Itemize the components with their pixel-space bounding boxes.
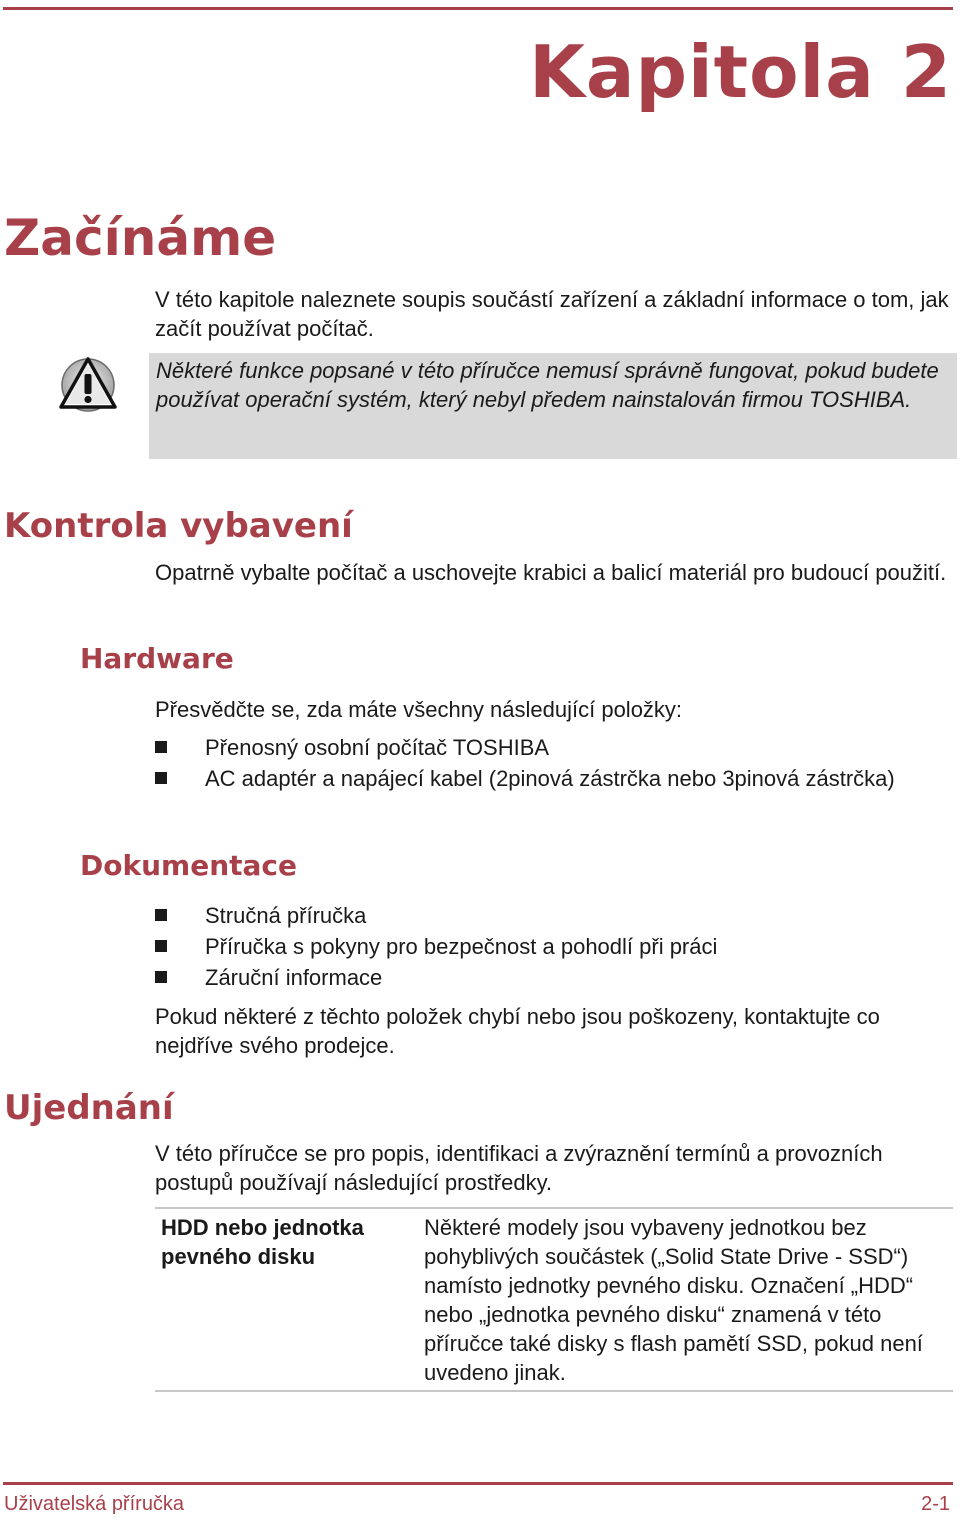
dokumentace-list: [155, 901, 950, 994]
subheading-hardware: Hardware: [80, 642, 234, 675]
chapter-label: Kapitola 2: [529, 30, 952, 114]
list-item: Záruční informace: [155, 963, 950, 992]
list-item: Příručka s pokyny pro bezpečnost a pohodlí při práci: [155, 932, 950, 961]
subheading-dokumentace: Dokumentace: [80, 849, 297, 882]
warning-triangle-icon: [58, 355, 118, 413]
table-top-rule: [155, 1207, 953, 1209]
page-number: 2-1: [921, 1493, 950, 1515]
list-item: Stručná příručka: [155, 901, 950, 930]
table-definition: Některé modely jsou vybaveny jednotkou bez pohyblivých součástek („Solid State Drive - SSD“) namísto jednotky pevného disku. Označení „HDD“ nebo „jednotka pevného disku“ znamená v této příručce také disky s flash pamětí SSD, pokud není uvedeno jinak.: [424, 1215, 923, 1385]
list-item: AC adaptér a napájecí kabel (2pinová zástrčka nebo 3pinová zástrčka): [155, 764, 950, 793]
bullet-square-icon: [155, 940, 167, 952]
bullet-square-icon: [155, 971, 167, 983]
warning-text: Některé funkce popsané v této příručce nemusí správně fungovat, pokud budete používat operační systém, který nebyl předem nainstalován firmou TOSHIBA.: [156, 358, 939, 412]
table-bottom-rule: [155, 1390, 953, 1392]
top-rule: [3, 7, 953, 10]
table-term: HDD nebo jednotka pevného disku: [161, 1215, 364, 1269]
bullet-square-icon: [155, 909, 167, 921]
hardware-list: [155, 733, 950, 795]
intro-text: V této kapitole naleznete soupis součástí zařízení a základní informace o tom, jak začít používat počítač.: [155, 287, 949, 341]
dokumentace-note: Pokud některé z těchto položek chybí nebo jsou poškozeny, kontaktujte co nejdříve svého prodejce.: [155, 1004, 880, 1058]
bullet-square-icon: [155, 741, 167, 753]
page-title: Začínáme: [4, 209, 277, 267]
footer-rule: [3, 1482, 953, 1485]
hardware-intro: Přesvědčte se, zda máte všechny následující položky:: [155, 697, 683, 722]
warning-box: [149, 353, 957, 459]
section-heading-ujednani: Ujednání: [4, 1088, 174, 1128]
section-heading-kontrola: Kontrola vybavení: [4, 506, 353, 546]
footer-title: Uživatelská příručka: [4, 1493, 185, 1515]
bullet-square-icon: [155, 772, 167, 784]
list-item: Přenosný osobní počítač TOSHIBA: [155, 733, 950, 762]
ujednani-text: V této příručce se pro popis, identifikaci a zvýraznění termínů a provozních postupů používají následující prostředky.: [155, 1141, 883, 1195]
kontrola-text: Opatrně vybalte počítač a uschovejte krabici a balicí materiál pro budoucí použití.: [155, 560, 947, 585]
